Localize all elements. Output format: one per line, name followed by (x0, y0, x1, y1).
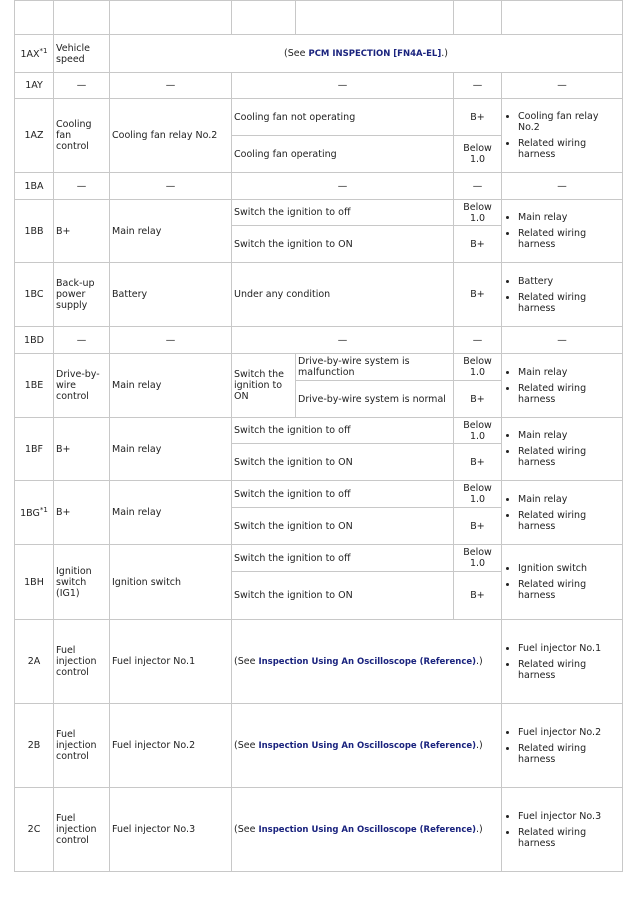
dash-cell: — (110, 173, 232, 200)
dash-cell: — (232, 73, 454, 99)
condition-cell: Switch the ignition to ON (232, 572, 454, 620)
terminal-cell: 1AX$^{*1}$ (15, 35, 54, 73)
terminal-cell: 2B (15, 704, 54, 788)
condition-cell: Switch the ignition to off (232, 545, 454, 572)
reference-cell: (See PCM INSPECTION [FN4A-EL].) (110, 35, 623, 73)
table-row (15, 545, 623, 572)
reference-cell: (See Inspection Using An Oscilloscope (Reference).) (232, 788, 502, 872)
dash-cell: — (454, 73, 502, 99)
dash-cell: — (454, 327, 502, 354)
oscilloscope-inspection-link[interactable]: Inspection Using An Oscilloscope (Reference) (258, 656, 477, 667)
signal-name-cell: Fuel injection control (54, 620, 110, 704)
terminal-cell: 1BF (15, 418, 54, 481)
list-item: • Related wiring harness (518, 579, 620, 601)
list-item: • Ignition switch (518, 563, 620, 574)
list-item: • Related wiring harness (518, 510, 620, 532)
terminal-cell: 1BE (15, 354, 54, 418)
condition-cell: Cooling fan operating (232, 136, 454, 173)
connected-to-cell: Main relay (110, 354, 232, 418)
pcm-inspection-link[interactable]: PCM INSPECTION [FN4A-EL] (308, 48, 442, 59)
voltage-cell: Below 1.0 (454, 481, 502, 508)
list-item: • Related wiring harness (518, 827, 620, 849)
table-row (15, 481, 623, 508)
dash-cell: — (454, 173, 502, 200)
voltage-cell: Below 1.0 (454, 418, 502, 444)
connected-to-cell: Main relay (110, 418, 232, 481)
signal-name-cell: B+ (54, 418, 110, 481)
signal-name-cell: Ignition switch (IG1) (54, 545, 110, 620)
signal-name-cell: Cooling fan control (54, 99, 110, 173)
terminal-cell: 1BH (15, 545, 54, 620)
dash-cell: — (232, 327, 454, 354)
terminal-cell: 2C (15, 788, 54, 872)
signal-name-cell: B+ (54, 481, 110, 545)
inspection-item-cell (502, 354, 623, 418)
dash-cell: — (110, 327, 232, 354)
connected-to-cell: Fuel injector No.2 (110, 704, 232, 788)
dash-cell: — (110, 73, 232, 99)
signal-name-cell: Fuel injection control (54, 788, 110, 872)
inspection-item-cell (502, 99, 623, 173)
list-item: • Main relay (518, 430, 620, 441)
list-item: • Related wiring harness (518, 292, 620, 314)
connected-to-cell: Ignition switch (110, 545, 232, 620)
voltage-cell: Below 1.0 (454, 200, 502, 226)
voltage-cell: B+ (454, 263, 502, 327)
oscilloscope-inspection-link[interactable]: Inspection Using An Oscilloscope (Reference) (258, 740, 477, 751)
connected-to-cell: Fuel injector No.1 (110, 620, 232, 704)
inspection-item-cell (502, 263, 623, 327)
table-row (15, 354, 623, 381)
dash-cell: — (54, 73, 110, 99)
inspection-item-cell (502, 788, 623, 872)
oscilloscope-inspection-link[interactable]: Inspection Using An Oscilloscope (Reference) (258, 824, 477, 835)
table-row (15, 704, 623, 788)
terminal-cell: 1BG$^{*1}$ (15, 481, 54, 545)
voltage-cell: Below 1.0 (454, 136, 502, 173)
connected-to-cell: Main relay (110, 200, 232, 263)
condition-cell: Switch the ignition to ON (232, 354, 296, 418)
list-item: • Related wiring harness (518, 383, 620, 405)
terminal-cell: 1BA (15, 173, 54, 200)
condition-cell: Switch the ignition to ON (232, 508, 454, 545)
signal-name-cell: Drive-by-wire control (54, 354, 110, 418)
table-row (15, 418, 623, 444)
list-item: • Related wiring harness (518, 659, 620, 681)
inspection-item-cell (502, 620, 623, 704)
signal-name-cell: Fuel injection control (54, 704, 110, 788)
list-item: • Fuel injector No.1 (518, 643, 620, 654)
sub-condition-cell: Drive-by-wire system is malfunction (296, 354, 454, 381)
table-row (15, 1, 623, 35)
inspection-item-cell (502, 545, 623, 620)
voltage-cell: B+ (454, 572, 502, 620)
connected-to-cell: Battery (110, 263, 232, 327)
table-row (15, 173, 623, 200)
voltage-cell: B+ (454, 444, 502, 481)
list-item: • Related wiring harness (518, 228, 620, 250)
dash-cell: — (502, 327, 623, 354)
table-row (15, 35, 623, 73)
terminal-cell: 1BC (15, 263, 54, 327)
dash-cell: — (502, 173, 623, 200)
sub-condition-cell: Drive-by-wire system is normal (296, 381, 454, 418)
inspection-item-cell (502, 200, 623, 263)
list-item: • Fuel injector No.3 (518, 811, 620, 822)
connected-to-cell: Main relay (110, 481, 232, 545)
terminal-cell: 1BB (15, 200, 54, 263)
inspection-item-cell (502, 481, 623, 545)
condition-cell: Cooling fan not operating (232, 99, 454, 136)
connected-to-cell: Cooling fan relay No.2 (110, 99, 232, 173)
reference-cell: (See Inspection Using An Oscilloscope (Reference).) (232, 620, 502, 704)
table-row (15, 327, 623, 354)
condition-cell: Switch the ignition to off (232, 200, 454, 226)
condition-cell: Switch the ignition to off (232, 481, 454, 508)
dash-cell: — (232, 173, 454, 200)
pcm-terminal-table (14, 0, 623, 872)
list-item: • Fuel injector No.2 (518, 727, 620, 738)
list-item: • Related wiring harness (518, 138, 620, 160)
signal-name-cell: Back-up power supply (54, 263, 110, 327)
voltage-cell: B+ (454, 508, 502, 545)
table-row (15, 99, 623, 136)
terminal-cell: 1AY (15, 73, 54, 99)
list-item: • Battery (518, 276, 620, 287)
reference-cell: (See Inspection Using An Oscilloscope (Reference).) (232, 704, 502, 788)
dash-cell: — (54, 173, 110, 200)
list-item: • Cooling fan relay No.2 (518, 111, 620, 133)
table-row (15, 200, 623, 226)
list-item: • Main relay (518, 367, 620, 378)
inspection-item-cell (502, 418, 623, 481)
list-item: • Related wiring harness (518, 446, 620, 468)
condition-cell: Under any condition (232, 263, 454, 327)
list-item: • Main relay (518, 212, 620, 223)
connected-to-cell: Fuel injector No.3 (110, 788, 232, 872)
list-item: • Main relay (518, 494, 620, 505)
table-row (15, 263, 623, 327)
terminal-cell: 2A (15, 620, 54, 704)
condition-cell: Switch the ignition to ON (232, 226, 454, 263)
table-row (15, 620, 623, 704)
signal-name-cell: Vehicle speed (54, 35, 110, 73)
voltage-cell: Below 1.0 (454, 545, 502, 572)
table-row (15, 788, 623, 872)
dash-cell: — (502, 73, 623, 99)
terminal-cell: 1BD (15, 327, 54, 354)
condition-cell: Switch the ignition to ON (232, 444, 454, 481)
dash-cell: — (54, 327, 110, 354)
voltage-cell: B+ (454, 226, 502, 263)
signal-name-cell: B+ (54, 200, 110, 263)
terminal-cell: 1AZ (15, 99, 54, 173)
list-item: • Related wiring harness (518, 743, 620, 765)
voltage-cell: Below 1.0 (454, 354, 502, 381)
voltage-cell: B+ (454, 381, 502, 418)
table-row (15, 73, 623, 99)
voltage-cell: B+ (454, 99, 502, 136)
inspection-item-cell (502, 704, 623, 788)
condition-cell: Switch the ignition to off (232, 418, 454, 444)
